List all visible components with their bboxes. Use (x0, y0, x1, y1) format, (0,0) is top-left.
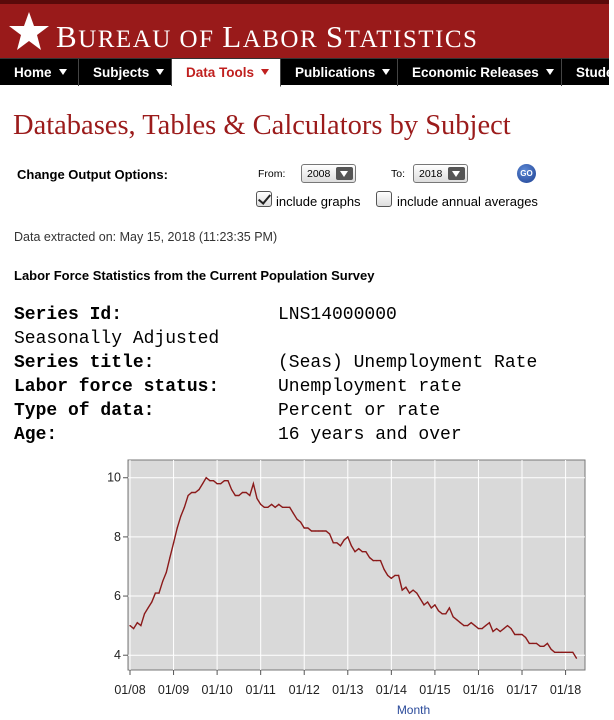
from-year-select[interactable]: 2008 (301, 164, 356, 183)
main-nav (0, 58, 614, 85)
data-point (173, 542, 174, 543)
data-point (576, 658, 577, 659)
data-point (453, 616, 454, 617)
data-point (485, 625, 486, 626)
data-point (492, 631, 493, 632)
chevron-down-icon (336, 167, 353, 180)
data-point (402, 590, 403, 591)
x-tick-label: 01/16 (462, 683, 495, 697)
data-point (514, 634, 515, 635)
data-point (420, 598, 421, 599)
data-point (278, 504, 279, 505)
data-point (235, 495, 236, 496)
x-tick-label: 01/08 (114, 683, 146, 697)
data-point (409, 593, 410, 594)
data-point (271, 504, 272, 505)
meta-key: Type of data: (14, 401, 155, 421)
data-point (318, 530, 319, 531)
to-label: To: (391, 168, 406, 180)
data-point (191, 492, 192, 493)
data-point (329, 533, 330, 534)
nav-home[interactable]: Home (0, 59, 79, 86)
site-logo-text[interactable]: BUREAU OF LABOR STATISTICS (56, 19, 479, 54)
data-point (442, 613, 443, 614)
data-point (569, 652, 570, 653)
meta-row-series-id (14, 305, 397, 325)
data-point (169, 557, 170, 558)
data-point (246, 492, 247, 493)
star-logo-icon[interactable] (8, 10, 50, 52)
data-point (358, 548, 359, 549)
data-point (547, 643, 548, 644)
data-point (384, 569, 385, 570)
data-point (286, 507, 287, 508)
x-tick-label: 01/18 (549, 683, 582, 697)
data-point (543, 646, 544, 647)
data-point (133, 628, 134, 629)
y-tick-label: 6 (114, 589, 121, 604)
data-point (137, 622, 138, 623)
meta-row-labor-force-status (14, 377, 462, 397)
data-point (220, 483, 221, 484)
x-tick-label: 01/13 (332, 683, 364, 697)
data-point (351, 545, 352, 546)
x-tick-label: 01/17 (506, 683, 538, 697)
data-point (438, 610, 439, 611)
data-point (423, 604, 424, 605)
data-point (256, 498, 257, 499)
data-point (540, 646, 541, 647)
data-point (394, 575, 395, 576)
data-point (158, 593, 159, 594)
data-point (217, 483, 218, 484)
data-point (565, 652, 566, 653)
data-point (213, 480, 214, 481)
x-axis-title: Month (396, 703, 431, 717)
to-year-select[interactable]: 2018 (413, 164, 468, 183)
unemployment-rate-chart (0, 455, 609, 720)
chevron-down-icon (156, 69, 164, 75)
x-tick-label: 01/12 (288, 683, 320, 697)
data-point (162, 581, 163, 582)
data-point (416, 593, 417, 594)
data-point (202, 483, 203, 484)
data-point (166, 572, 167, 573)
meta-value: Percent or rate (278, 401, 441, 421)
data-point (140, 625, 141, 626)
data-point (558, 652, 559, 653)
data-point (336, 542, 337, 543)
data-point (362, 551, 363, 552)
data-point (180, 516, 181, 517)
data-point (561, 652, 562, 653)
meta-row-seasonally-adjusted (14, 329, 219, 349)
data-point (449, 607, 450, 608)
data-point (503, 628, 504, 629)
data-point (144, 613, 145, 614)
data-point (267, 507, 268, 508)
data-point (456, 619, 457, 620)
meta-value: LNS14000000 (278, 305, 397, 325)
data-point (307, 527, 308, 528)
data-point (572, 652, 573, 653)
from-label: From: (258, 168, 286, 180)
data-point (315, 530, 316, 531)
data-point (231, 489, 232, 490)
include-graphs-checkbox[interactable] (256, 191, 272, 207)
chevron-down-icon (261, 69, 269, 75)
page-title: Databases, Tables & Calculators by Subject (13, 110, 511, 141)
y-tick-label: 8 (114, 529, 121, 544)
data-point (198, 489, 199, 490)
data-point (224, 480, 225, 481)
data-point (529, 643, 530, 644)
data-point (427, 601, 428, 602)
data-point (391, 578, 392, 579)
data-point (340, 545, 341, 546)
data-point (496, 628, 497, 629)
data-point (209, 480, 210, 481)
data-point (369, 557, 370, 558)
meta-key: Age: (14, 425, 58, 445)
include-annual-averages-checkbox[interactable] (376, 191, 392, 207)
data-point (325, 530, 326, 531)
data-point (532, 643, 533, 644)
data-point (195, 492, 196, 493)
nav-students[interactable]: Stude (576, 65, 614, 80)
data-point (525, 637, 526, 638)
y-tick-label: 4 (114, 648, 121, 663)
include-graphs-label[interactable]: include graphs (276, 194, 361, 209)
data-point (129, 625, 130, 626)
data-point (347, 536, 348, 537)
data-point (238, 495, 239, 496)
data-point (398, 575, 399, 576)
x-tick-label: 01/15 (419, 683, 451, 697)
data-point (155, 593, 156, 594)
data-point (311, 530, 312, 531)
data-point (434, 604, 435, 605)
data-point (518, 634, 519, 635)
data-point (300, 522, 301, 523)
data-point (151, 601, 152, 602)
meta-value: Unemployment rate (278, 377, 462, 397)
data-extracted-date: Data extracted on: May 15, 2018 (11:23:35 PM) (14, 230, 278, 244)
data-point (507, 625, 508, 626)
nav-subjects[interactable]: Subjects (79, 59, 172, 86)
data-point (460, 622, 461, 623)
y-tick-label: 10 (107, 470, 121, 485)
data-point (405, 587, 406, 588)
x-tick-label: 01/09 (157, 683, 190, 697)
go-button[interactable]: GO (517, 164, 536, 183)
data-point (333, 542, 334, 543)
data-point (471, 622, 472, 623)
include-annual-averages-label[interactable]: include annual averages (397, 194, 538, 209)
data-point (242, 492, 243, 493)
data-point (177, 527, 178, 528)
data-point (463, 625, 464, 626)
data-point (536, 643, 537, 644)
site-banner (0, 4, 609, 58)
data-point (489, 622, 490, 623)
data-point (188, 495, 189, 496)
data-point (227, 480, 228, 481)
data-point (304, 527, 305, 528)
data-point (344, 539, 345, 540)
data-point (206, 477, 207, 478)
data-point (184, 507, 185, 508)
data-point (376, 560, 377, 561)
data-point (275, 507, 276, 508)
meta-value: 16 years and over (278, 425, 462, 445)
data-point (467, 625, 468, 626)
chevron-down-icon (546, 69, 554, 75)
meta-key: Series Id: (14, 305, 123, 325)
chevron-down-icon (382, 69, 390, 75)
x-tick-label: 01/10 (201, 683, 233, 697)
chevron-down-icon (59, 69, 67, 75)
data-point (554, 652, 555, 653)
data-point (445, 613, 446, 614)
survey-title: Labor Force Statistics from the Current Population Survey (14, 268, 375, 283)
data-point (373, 560, 374, 561)
data-point (478, 628, 479, 629)
x-tick-label: 01/11 (245, 683, 276, 697)
meta-row-type-of-data (14, 401, 441, 421)
meta-row-series-title (14, 353, 538, 373)
meta-key: Labor force status: (14, 377, 220, 397)
data-point (322, 530, 323, 531)
data-point (289, 507, 290, 508)
nav-economic-releases[interactable]: Economic Releases (398, 59, 562, 86)
data-point (293, 513, 294, 514)
meta-key: Series title: (14, 353, 155, 373)
x-tick-label: 01/14 (375, 683, 407, 697)
data-point (260, 504, 261, 505)
data-point (551, 649, 552, 650)
meta-value: (Seas) Unemployment Rate (278, 353, 538, 373)
data-point (365, 551, 366, 552)
data-point (474, 625, 475, 626)
data-point (354, 551, 355, 552)
meta-row-age (14, 425, 462, 445)
nav-data-tools[interactable]: Data Tools (172, 59, 281, 87)
data-point (482, 628, 483, 629)
data-point (249, 495, 250, 496)
data-point (500, 631, 501, 632)
output-options-label: Change Output Options: (17, 167, 168, 182)
data-point (511, 628, 512, 629)
data-point (387, 575, 388, 576)
data-point (296, 519, 297, 520)
data-point (148, 607, 149, 608)
chevron-down-icon (448, 167, 465, 180)
data-point (431, 607, 432, 608)
data-point (264, 507, 265, 508)
data-point (521, 634, 522, 635)
data-point (380, 560, 381, 561)
data-point (282, 507, 283, 508)
data-point (413, 590, 414, 591)
meta-key: Seasonally Adjusted (14, 329, 220, 349)
data-point (253, 483, 254, 484)
nav-publications[interactable]: Publications (281, 59, 398, 86)
